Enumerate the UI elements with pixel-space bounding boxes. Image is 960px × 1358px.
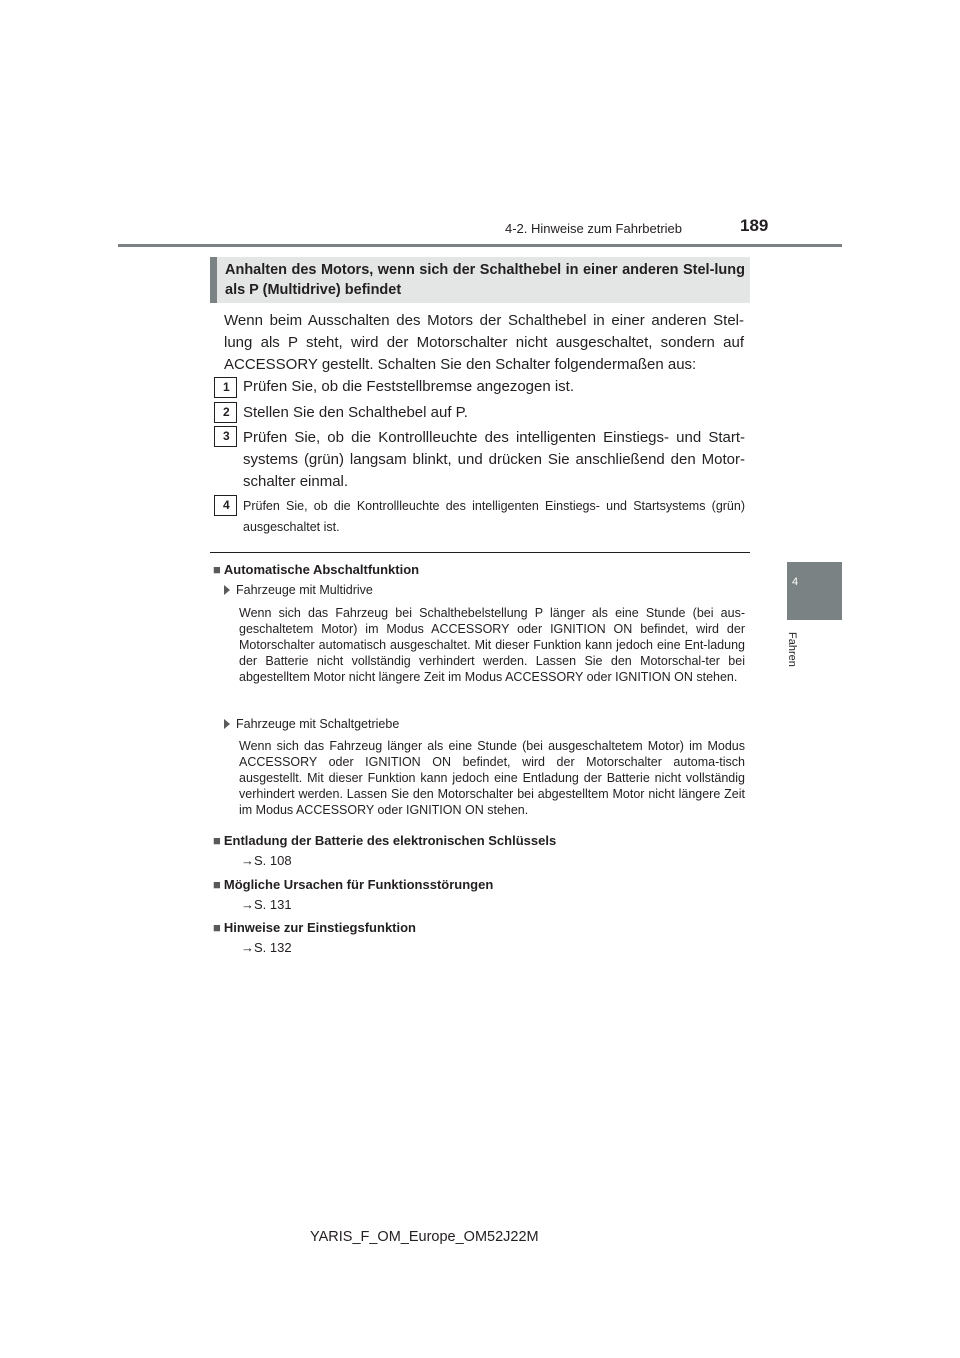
chapter-tab-number: 4 [792, 576, 799, 588]
triangle-bullet-icon [224, 585, 230, 595]
note-heading: ■ Automatische Abschaltfunktion [213, 562, 420, 577]
page-reference[interactable]: →S. 131 [241, 897, 292, 912]
note-heading: ■ Hinweise zur Einstiegsfunktion [213, 920, 416, 935]
chapter-tab [787, 562, 842, 620]
square-bullet-icon: ■ [213, 920, 221, 935]
section-intro: Wenn beim Ausschalten des Motors der Schalthebel in einer anderen Stel-lung als P steht, wird der Motorschalter nicht ausgeschaltet, sondern auf ACCESSORY gestellt. Schalten Sie den Schalter folgendermaßen aus: [224, 312, 744, 373]
chapter-tab-label: Fahren [786, 632, 798, 667]
note-heading: ■ Mögliche Ursachen für Funktionsstörungen [213, 877, 494, 892]
page-number: 189 [740, 216, 769, 235]
step-text: Prüfen Sie, ob die Feststellbremse angezogen ist. [243, 378, 575, 395]
step-text: Stellen Sie den Schalthebel auf P. [243, 404, 468, 421]
notes-divider [210, 552, 750, 553]
note-subheading: Fahrzeuge mit Schaltgetriebe [224, 717, 399, 731]
note-subheading: Fahrzeuge mit Multidrive [224, 583, 373, 597]
step-number-badge: 3 [214, 426, 237, 447]
square-bullet-icon: ■ [213, 562, 221, 577]
document-code: YARIS_F_OM_Europe_OM52J22M [310, 1229, 539, 1245]
running-header-section: 4-2. Hinweise zum Fahrbetrieb [505, 221, 683, 236]
step-number-badge: 4 [214, 495, 237, 516]
step-number-badge: 2 [214, 402, 237, 423]
section-title-bar [210, 257, 217, 303]
page-reference[interactable]: →S. 108 [241, 853, 292, 868]
square-bullet-icon: ■ [213, 877, 221, 892]
step-text: Prüfen Sie, ob die Kontrollleuchte des intelligenten Einstiegs- und Start-systems (grün) langsam blinkt, und drücken Sie anschließend den Motor-schalter einmal. [243, 429, 745, 490]
section-title: Anhalten des Motors, wenn sich der Schalthebel in einer anderen Stel-lung als P (Multidrive) befindet [225, 262, 745, 298]
note-body: Wenn sich das Fahrzeug länger als eine Stunde (bei ausgeschaltetem Motor) im Modus ACCESSORY oder IGNITION ON befindet, wird der Motorschalter automa-tisch ausgestellt. Mit dieser Funktion kann jedoch eine Entladung der Batterie nicht vollständig verhindert werden. Lassen Sie den Motorschalter bei abgestelltem Motor nicht längere Zeit im Modus ACCESSORY oder IGNITION ON stehen. [239, 739, 745, 817]
note-heading: ■ Entladung der Batterie des elektronischen Schlüssels [213, 833, 557, 848]
page-reference[interactable]: →S. 132 [241, 940, 292, 955]
triangle-bullet-icon [224, 719, 230, 729]
square-bullet-icon: ■ [213, 833, 221, 848]
note-body: Wenn sich das Fahrzeug bei Schalthebelstellung P länger als eine Stunde (bei aus-geschaltetem Motor) im Modus ACCESSORY oder IGNITION ON befindet, wird der Motorschalter automatisch ausgeschaltet. Mit dieser Funktion kann jedoch eine Ent-ladung der Batterie nicht vollständig verhindert werden. Lassen Sie den Motorschal-ter bei abgestelltem Motor nicht längere Zeit im Modus ACCESSORY oder IGNITION ON stehen. [239, 606, 745, 684]
step-number-badge: 1 [214, 377, 237, 398]
header-rule [118, 244, 842, 247]
step-text: Prüfen Sie, ob die Kontrollleuchte des intelligenten Einstiegs- und Startsystems (grün) ausgeschaltet ist. [243, 499, 745, 534]
